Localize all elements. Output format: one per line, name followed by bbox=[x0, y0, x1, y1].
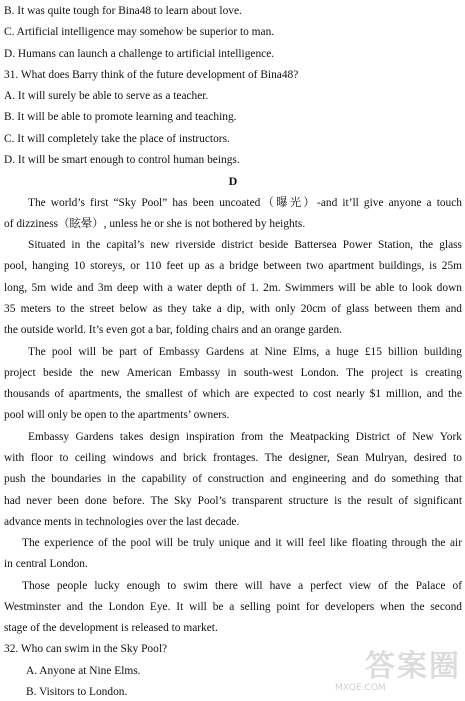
paragraph-4-line-2: with floor to ceiling windows and brick frontages. The designer, Sean Mulryan, desired to bbox=[4, 451, 462, 464]
paragraph-5-line-1: The experience of the pool will be truly unique and it will feel like floating through the air bbox=[22, 537, 462, 549]
paragraph-4-line-1: Embassy Gardens takes design inspiration from the Meatpacking District of New York bbox=[28, 430, 462, 443]
question-31: 31. What does Barry think of the future development of Bina48? bbox=[4, 68, 299, 81]
option-30c: C. Artificial intelligence may somehow be superior to man. bbox=[4, 26, 275, 39]
paragraph-2-line-5: the outside world. It’s even got a bar, folding chairs and an orange garden. bbox=[4, 324, 342, 337]
option-30d: D. Humans can launch a challenge to artificial intelligence. bbox=[4, 47, 275, 60]
paragraph-2-line-4: 35 meters to the street below as they take a dip, with only 20cm of glass between them and bbox=[4, 302, 462, 315]
paragraph-1-line-2: of dizziness（眩晕）, unless he or she is not bothered by heights. bbox=[4, 217, 306, 230]
option-31c: C. It will completely take the place of instructors. bbox=[4, 132, 230, 145]
paragraph-3-line-2: project beside the new American Embassy in south-west London. The project is creating bbox=[4, 366, 462, 379]
option-31a: A. It will surely be able to serve as a teacher. bbox=[4, 90, 209, 103]
watermark bbox=[331, 641, 461, 697]
paragraph-3-line-1: The pool will be part of Embassy Gardens at Nine Elms, a huge £15 billion building bbox=[28, 345, 462, 358]
paragraph-5-line-2: in central London. bbox=[4, 558, 88, 571]
paragraph-6-line-1: Those people lucky enough to swim there will have a perfect view of the Palace of bbox=[22, 579, 462, 592]
paragraph-4-line-3: push the boundaries in the capability of construction and engineering and do something that bbox=[4, 473, 462, 486]
paragraph-6-line-3: stage of the development is released to market. bbox=[4, 622, 218, 635]
paragraph-2-line-1: Situated in the capital’s new riverside district beside Battersea Power Station, the glass bbox=[28, 239, 462, 252]
paragraph-4-line-4: had never been done before. The Sky Pool’s transparent structure is the result of significant bbox=[4, 494, 462, 507]
paragraph-3-line-3: thousands of apartments, the smallest of which are expected to cost nearly $1 million, and the bbox=[4, 388, 462, 401]
question-32: 32. Who can swim in the Sky Pool? bbox=[4, 643, 168, 656]
paragraph-3-line-4: pool will only be open to the apartments’ owners. bbox=[4, 409, 230, 422]
watermark-site: MXQE.COM bbox=[335, 683, 386, 693]
paragraph-2-line-3: long, 5m wide and 3m deep with a water depth of 1. 2m. Swimmers will be able to look down bbox=[4, 281, 462, 294]
paragraph-2-line-2: pool, hanging 10 storeys, or 110 feet up as a bridge between two apartment buildings, is 25m bbox=[4, 260, 462, 273]
option-30b: B. It was quite tough for Bina48 to learn about love. bbox=[4, 5, 242, 17]
option-32b: B. Visitors to London. bbox=[26, 686, 128, 698]
paragraph-4-line-5: advance ments in technologies over the last decade. bbox=[4, 515, 240, 528]
option-32a: A. Anyone at Nine Elms. bbox=[26, 664, 141, 677]
option-31d: D. It will be smart enough to control human beings. bbox=[4, 154, 240, 166]
section-heading-d: D bbox=[228, 174, 238, 189]
paragraph-6-line-2: Westminster and the London Eye. It will be a selling point for developers when the second bbox=[4, 600, 462, 613]
option-31b: B. It will be able to promote learning and teaching. bbox=[4, 111, 237, 124]
paragraph-1-line-1: The world’s first “Sky Pool” has been uncoated（曝光）-and it’ll give anyone a touch bbox=[28, 196, 462, 209]
watermark-logo: 答案圈 bbox=[365, 649, 461, 684]
